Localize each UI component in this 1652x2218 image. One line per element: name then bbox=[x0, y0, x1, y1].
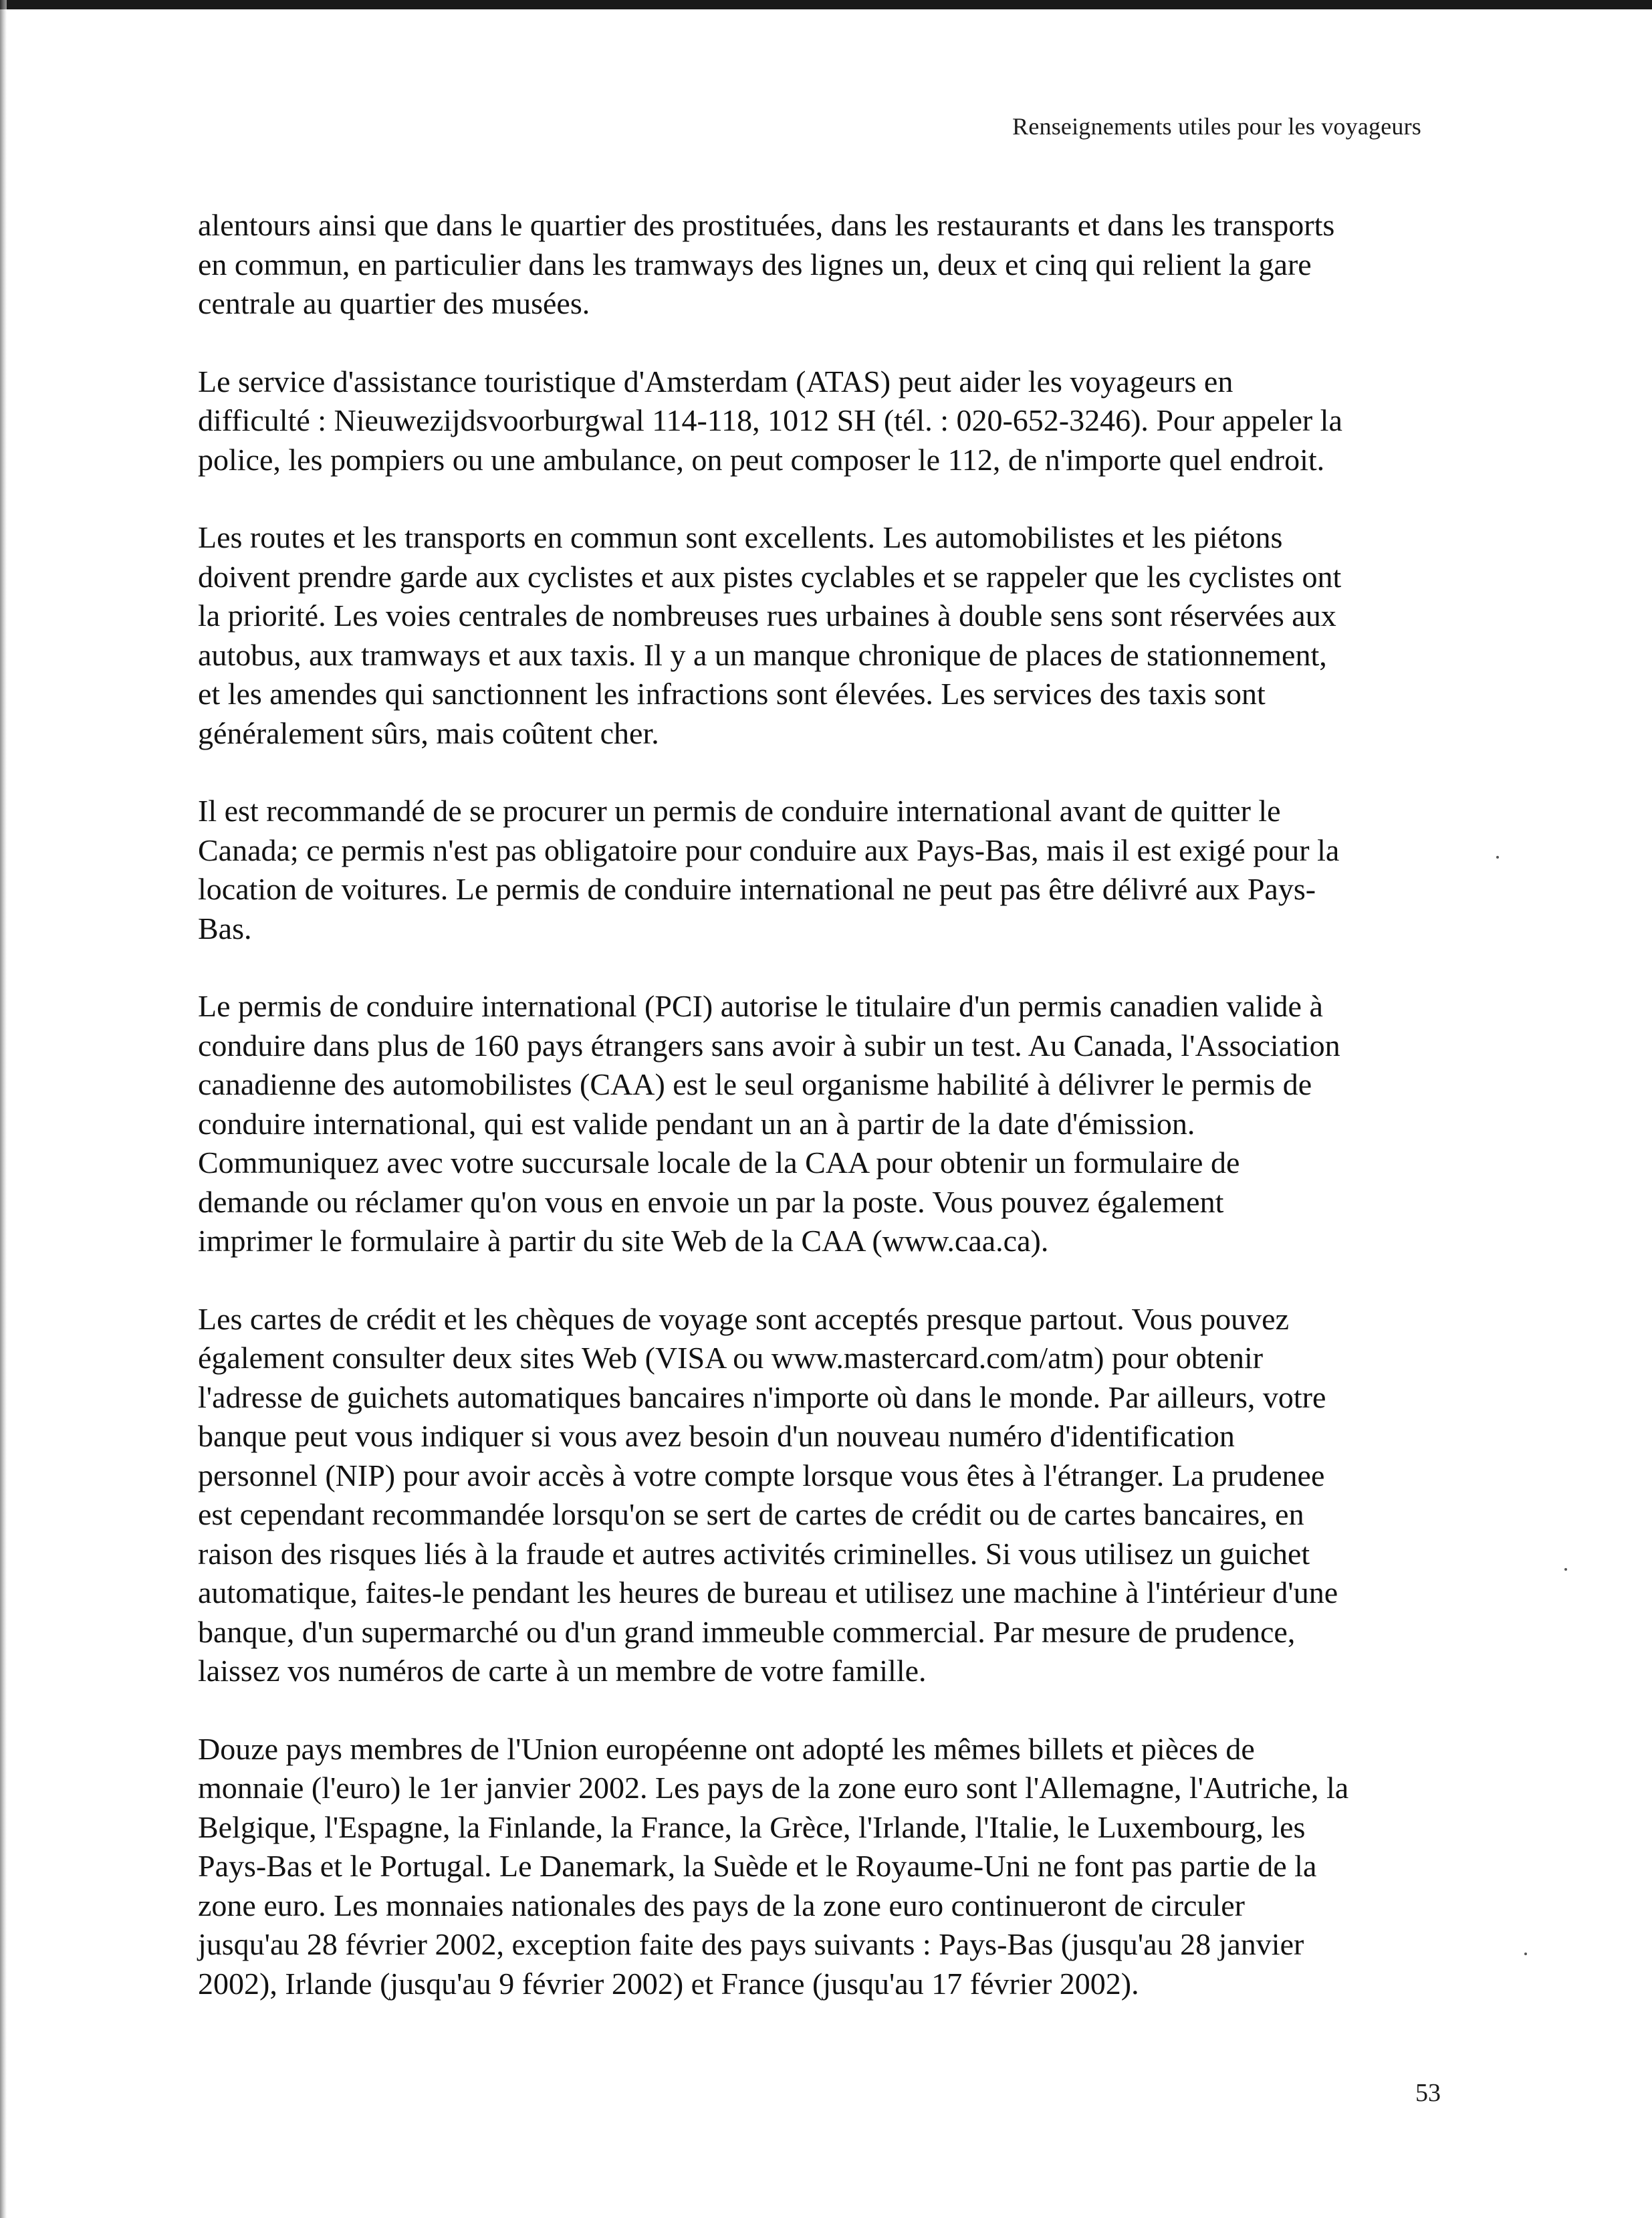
body-text bbox=[198, 206, 1455, 2042]
scan-left-border bbox=[0, 0, 7, 2218]
page-number: 53 bbox=[1415, 2079, 1441, 2107]
paragraph-international-permit: Il est recommandé de se procurer un permis de conduire international avant de quitter le Canada; ce permis n'est pas obligatoire pour conduire aux Pays-Bas, mais il est exigé pour la location de voitures. Le permis de conduire international ne peut pas être délivré aux Pays- Bas. bbox=[198, 794, 1340, 946]
scan-top-border bbox=[0, 0, 1652, 9]
scan-speck bbox=[1564, 1568, 1567, 1571]
running-header: Renseignements utiles pour les voyageurs bbox=[1012, 113, 1421, 140]
paragraph-credit-cards: Les cartes de crédit et les chèques de voyage sont acceptés presque partout. Vous pouvez également consulter deux sites Web (VISA ou www.mastercard.com/atm) pour obtenir l'adresse de guichets automatiques bancaires n'importe où dans le monde. Par ailleurs, votre banque peut vous indiquer si vous avez besoin d'un nouveau numéro d'identification personnel (NIP) pour avoir accès à votre compte lorsque vous êtes à l'étranger. La prudenee est cependant recommandée lorsqu'on se sert de cartes de crédit ou de cartes bancaires, en raison des risques liés à la fraude et autres activités criminelles. Si vous utilisez un guichet automatique, faites-le pendant les heures de bureau et utilisez une machine à l'intérieur d'une banque, d'un supermarché ou d'un grand immeuble commercial. Par mesure de prudence, laissez vos numéros de carte à un membre de votre famille. bbox=[198, 1301, 1338, 1688]
paragraph-euro: Douze pays membres de l'Union européenne ont adopté les mêmes billets et pièces de monnaie (l'euro) le 1er janvier 2002. Les pays de la zone euro sont l'Allemagne, l'Autriche, la Belgique, l'Espagne, la Finlande, la France, la Grèce, l'Irlande, l'Italie, le Luxembourg, les Pays-Bas et le Portugal. Le Danemark, la Suède et le Royaume-Uni ne font pas partie de la zone euro. Les monnaies nationales des pays de la zone euro continueront de circuler jusqu'au 28 février 2002, exception faite des pays suivants : Pays-Bas (jusqu'au 28 janvier 2002), Irlande (jusqu'au 9 février 2002) et France (jusqu'au 17 février 2002). bbox=[198, 1731, 1349, 2001]
scan-speck bbox=[1524, 1953, 1527, 1955]
paragraph-atas-assistance: Le service d'assistance touristique d'Amsterdam (ATAS) peut aider les voyageurs en difficulté : Nieuwezijdsvoorburgwal 114-118, 1012 SH (tél. : 020-652-3246). Pour appeler la police, les pompiers ou une ambulance, on peut composer le 112, de n'importe quel endroit. bbox=[198, 364, 1342, 477]
paragraph-roads-transport: Les routes et les transports en commun sont excellents. Les automobilistes et les piétons doivent prendre garde aux cyclistes et aux pistes cyclables et se rappeler que les cyclistes ont la priorité. Les voies centrales de nombreuses rues urbaines à double sens sont réservées aux autobus, aux tramways et aux taxis. Il y a un manque chronique de places de stationnement, et les amendes qui sanctionnent les infractions sont élevées. Les services des taxis sont généralement sûrs, mais coûtent cher. bbox=[198, 520, 1342, 750]
scan-speck bbox=[1496, 856, 1499, 859]
paragraph-safety-areas: alentours ainsi que dans le quartier des prostituées, dans les restaurants et dans les transports en commun, en particulier dans les tramways des lignes un, deux et cinq qui relient la gare centrale au quartier des musées. bbox=[198, 208, 1335, 320]
paragraph-pci-caa: Le permis de conduire international (PCI) autorise le titulaire d'un permis canadien valide à conduire dans plus de 160 pays étrangers sans avoir à subir un test. Au Canada, l'Association canadienne des automobilistes (CAA) est le seul organisme habilité à délivrer le permis de conduire international, qui est valide pendant un an à partir de la date d'émission. Communiquez avec votre succursale locale de la CAA pour obtenir un formulaire de demande ou réclamer qu'on vous en envoie un par la poste. Vous pouvez également imprimer le formulaire à partir du site Web de la CAA (www.caa.ca). bbox=[198, 989, 1340, 1258]
